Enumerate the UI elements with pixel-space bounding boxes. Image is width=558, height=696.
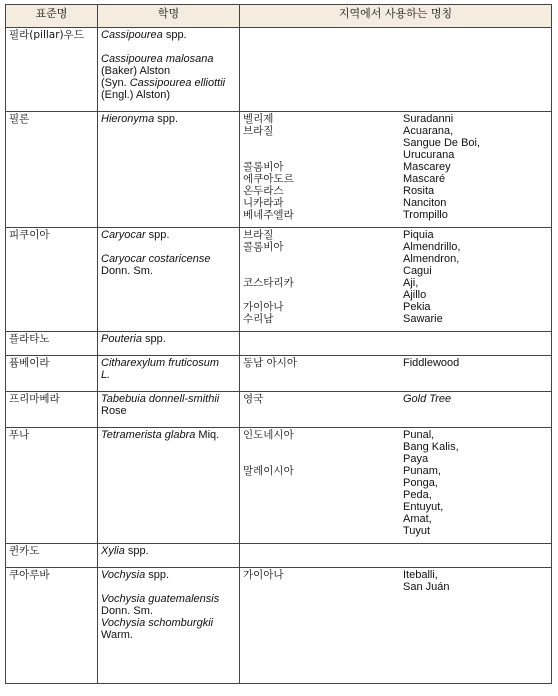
- local-names-cell: [240, 392, 552, 428]
- region-label: 브라질: [243, 229, 274, 241]
- local-name-list: [403, 125, 548, 161]
- scientific-name-line: [101, 545, 236, 557]
- region-label: 니카라과: [243, 197, 284, 209]
- local-name-list: [403, 229, 548, 241]
- wood-names-table: [5, 4, 552, 684]
- region-label: 베네주엘라: [243, 209, 294, 221]
- local-name: Sawarie: [403, 313, 443, 325]
- author-text: Donn. Sm.: [101, 605, 153, 617]
- region-label: 수리남: [243, 313, 274, 325]
- author-text: spp.: [124, 545, 149, 557]
- local-name-list: [403, 393, 548, 405]
- local-name-list: [403, 185, 548, 197]
- region-label: 온두라스: [243, 185, 284, 197]
- scientific-name-line: [101, 265, 236, 277]
- local-name: Mascaré: [403, 173, 446, 185]
- scientific-name-line: [101, 77, 236, 89]
- local-name: Rosita: [403, 185, 435, 197]
- local-name: Acuarana,: [403, 125, 454, 137]
- table-row: [6, 332, 552, 356]
- latin-name-text: Vochysia guatemalensis: [101, 593, 220, 605]
- local-name: Sangue De Boi,: [403, 137, 481, 149]
- local-name: Gold Tree: [403, 393, 452, 405]
- region-label: 에쿠아도르: [243, 173, 294, 185]
- local-name: Suradanni: [403, 113, 454, 125]
- local-names-cell: [240, 28, 552, 112]
- scientific-name-line: [101, 629, 236, 641]
- local-name: Cagui: [403, 265, 432, 277]
- region-label: 벨리제: [243, 113, 274, 125]
- header-scientific-name: 학명: [98, 5, 240, 28]
- scientific-name-line: [101, 229, 236, 241]
- local-name-list: [403, 277, 548, 301]
- local-name-list: [403, 197, 548, 209]
- table-row: [6, 544, 552, 568]
- table-row: [6, 112, 552, 228]
- local-names-cell: [240, 544, 552, 568]
- local-name: Iteballi,: [403, 569, 438, 581]
- local-names-cell: [240, 332, 552, 356]
- standard-name-cell: 퀸카도: [6, 544, 98, 568]
- author-text: (Engl.) Alston): [101, 89, 171, 101]
- standard-name-cell: 푸나: [6, 428, 98, 544]
- local-name-list: [403, 301, 548, 313]
- scientific-name-line: [101, 429, 236, 441]
- standard-name-cell: 필라(pillar)우드: [6, 28, 98, 112]
- scientific-name-line: [101, 369, 236, 381]
- local-name-list: [403, 313, 548, 325]
- author-text: spp.: [145, 229, 170, 241]
- author-text: spp.: [162, 29, 187, 41]
- local-name: Fiddlewood: [403, 357, 460, 369]
- latin-name-text: Xylia: [101, 545, 125, 557]
- local-names-cell: [240, 568, 552, 684]
- local-name-list: [403, 113, 548, 125]
- region-label: 콜롬비아: [243, 161, 284, 173]
- standard-name-cell: 쿠아루바: [6, 568, 98, 684]
- local-name-list: [403, 429, 548, 465]
- local-name: Nanciton: [403, 197, 447, 209]
- scientific-name-cell: [98, 28, 240, 112]
- scientific-name-line: [101, 593, 236, 605]
- region-label: 브라질: [243, 125, 274, 137]
- author-text: (Syn.: [101, 77, 130, 89]
- local-name: Almendron,: [403, 253, 460, 265]
- scientific-name-line: [101, 393, 236, 405]
- local-name-list: [403, 569, 548, 593]
- region-label: 영국: [243, 393, 264, 405]
- table-row: [6, 228, 552, 332]
- local-names-cell: [240, 228, 552, 332]
- standard-name-cell: 프리마베라: [6, 392, 98, 428]
- author-text: spp.: [154, 113, 179, 125]
- local-name: Bang Kalis,: [403, 441, 459, 453]
- scientific-name-line: [101, 89, 236, 101]
- table-header-row: [6, 5, 552, 28]
- local-names-cell: [240, 112, 552, 228]
- latin-name-text: Citharexylum fruticosum: [101, 357, 219, 369]
- local-name: Trompillo: [403, 209, 448, 221]
- standard-name-cell: 퓸베이라: [6, 356, 98, 392]
- local-name: Paya: [403, 453, 429, 465]
- scientific-name-line: [101, 253, 236, 265]
- region-label: 가이아나: [243, 301, 284, 313]
- local-names-cell: [240, 356, 552, 392]
- standard-name-cell: 필론: [6, 112, 98, 228]
- local-name: Pekia: [403, 301, 431, 313]
- author-text: Warm.: [101, 629, 133, 641]
- scientific-name-cell: [98, 392, 240, 428]
- local-name-list: [403, 357, 548, 369]
- local-name: Piquia: [403, 229, 434, 241]
- scientific-name-cell: [98, 428, 240, 544]
- latin-name-text: Vochysia: [101, 569, 146, 581]
- local-name: Ponga,: [403, 477, 438, 489]
- region-label: 말레이시아: [243, 465, 294, 477]
- author-text: Rose: [101, 405, 127, 417]
- scientific-name-line: [101, 65, 236, 77]
- local-name: Tuyut: [403, 525, 431, 537]
- author-text: spp.: [145, 569, 170, 581]
- latin-name-text: Vochysia schomburgkii: [101, 617, 214, 629]
- scientific-name-cell: [98, 228, 240, 332]
- local-name: Mascarey: [403, 161, 451, 173]
- region-label: 콜롬비아: [243, 241, 284, 253]
- table-row: [6, 392, 552, 428]
- scientific-name-line: [101, 357, 236, 369]
- author-text: (Baker) Alston: [101, 65, 171, 77]
- region-label: 인도네시아: [243, 429, 294, 441]
- scientific-name-cell: [98, 112, 240, 228]
- latin-name-text: Caryocar costaricense: [101, 253, 211, 265]
- scientific-name-cell: [98, 356, 240, 392]
- region-label: 동남 아시아: [243, 357, 298, 369]
- local-names-cell: [240, 428, 552, 544]
- standard-name-cell: 플라타노: [6, 332, 98, 356]
- table-body: [6, 28, 552, 684]
- scientific-name-line: [101, 53, 236, 65]
- local-name: Peda,: [403, 489, 432, 501]
- latin-name-text: Cassipourea malosana: [101, 53, 214, 65]
- local-name-list: [403, 209, 548, 221]
- latin-name-text: Caryocar: [101, 229, 146, 241]
- header-local-names: 지역에서 사용하는 명칭: [240, 5, 552, 28]
- scientific-name-line: [101, 29, 236, 41]
- standard-name-cell: 피쿠이아: [6, 228, 98, 332]
- local-name: Almendrillo,: [403, 241, 461, 253]
- scientific-name-line: [101, 405, 236, 417]
- latin-name-text: L.: [101, 369, 111, 381]
- scientific-name-line: [101, 333, 236, 345]
- author-text: spp.: [141, 333, 166, 345]
- latin-name-text: Hieronyma: [101, 113, 155, 125]
- local-name-list: [403, 161, 548, 173]
- latin-name-text: Cassipourea: [101, 29, 163, 41]
- region-label: 코스타리카: [243, 277, 294, 289]
- local-name: Amat,: [403, 513, 432, 525]
- local-name: Aji,: [403, 277, 419, 289]
- local-name-list: [403, 173, 548, 185]
- scientific-name-line: [101, 113, 236, 125]
- local-name: Urucurana: [403, 149, 455, 161]
- local-name: Punam,: [403, 465, 441, 477]
- local-name: Ajillo: [403, 289, 427, 301]
- header-standard-name: 표준명: [6, 5, 98, 28]
- local-name-list: [403, 465, 548, 537]
- table-row: [6, 428, 552, 544]
- table-row: [6, 356, 552, 392]
- latin-name-text: Cassipourea elliottii: [129, 77, 226, 89]
- scientific-name-line: [101, 569, 236, 581]
- local-name-list: [403, 241, 548, 277]
- local-name: San Juán: [403, 581, 450, 593]
- region-label: 가이아나: [243, 569, 284, 581]
- latin-name-text: Pouteria: [101, 333, 142, 345]
- latin-name-text: Tetramerista glabra: [101, 429, 196, 441]
- scientific-name-cell: [98, 568, 240, 684]
- table-row: [6, 28, 552, 112]
- scientific-name-cell: [98, 332, 240, 356]
- local-name: Entuyut,: [403, 501, 444, 513]
- scientific-name-cell: [98, 544, 240, 568]
- author-text: Donn. Sm.: [101, 265, 153, 277]
- scientific-name-line: [101, 605, 236, 617]
- scientific-name-line: [101, 617, 236, 629]
- latin-name-text: Tabebuia donnell-smithii: [101, 393, 220, 405]
- local-name: Punal,: [403, 429, 435, 441]
- author-text: Miq.: [195, 429, 220, 441]
- table-row: [6, 568, 552, 684]
